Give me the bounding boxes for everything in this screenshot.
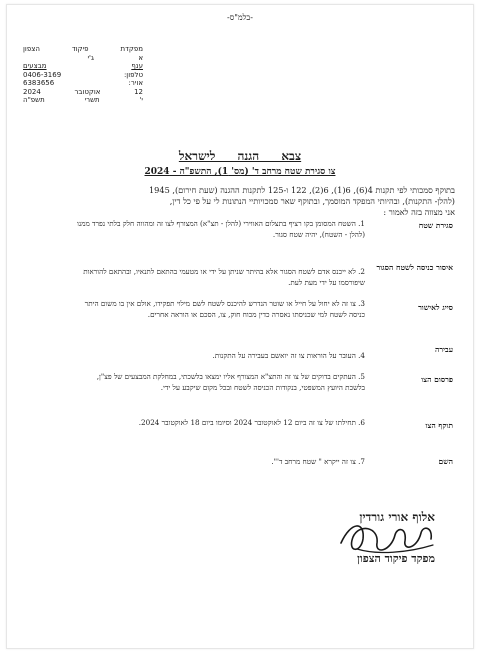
preamble-line-3: אני מצווה בזה לאמור : [383,207,455,217]
section-text-publication: 5. העתקים בדוקים של צו זה והתצ"א המצורף אליו ימצאו בלשכתי, במחלקת המבצעים של פצ"ן, בלשכת היועץ המשפטי, בנקודות הכניסה לשטח ובכל מקום שיקבע על ידי. [96,372,365,392]
order-title: צו סגירת שטח מרחב ד' (מס' 1), התשפ"ה - 2024 [144,167,336,177]
section-heading-validity: תוקף הצו [425,421,453,430]
section-heading-publication: פרסום הצו [421,375,453,384]
header-block [23,45,143,105]
header-row-date: 12 אוקטובר 2024 [23,87,143,96]
section-heading-exception: סייג לאישור [418,303,453,312]
section-heading-name: השם [438,457,453,466]
section-text-exception: 3. צו זה לא יחול על חייל או שוטר הנדרש להיכנס לשטח לשם מילוי תפקידו, אולם אין בו משום היתר כניסה לשטח למי שכניסתו נאסרה כדין מכוח חוק, צו, הסכם או הוראה אחרים. [84,299,365,319]
header-row-section: ענף מבצעים [23,62,143,70]
preamble-line-2: (להלן- התקנות), ובהיותי המפקד המוסמך, ובתוקף שאר סמכויותיי הנתונות לי על פי כל דין, [169,196,455,206]
header-row-hebrew-date: י' תשרי תשפ"ה [23,96,143,104]
document-page [6,4,474,649]
section-text-closure: 1. השטח המסומן בקו רציף בתצלום האווירי (להלן - תצ"א) המצורף לצו זה ומהווה חלק בלתי נפרד ממנו (להלן - השטח), יהיה שטח סגור. [77,219,365,239]
section-text-entry-ban: 2. לא ייכנס אדם לשטח הסגור אלא בהיתר שניתן על ידי או מטעמי בהתאם לתנאיו, ובהתאם להוראות שיפורסמו על ידי מעת לעת. [83,267,365,287]
section-text-validity: 6. תחילתו של צו זה ביום 12 לאוקטובר 2024 וסיומו ביום 18 לאוקטובר 2024. [138,418,365,427]
signatory-title: מפקד פיקוד הצפון [357,552,435,565]
section-heading-entry-ban: איסור כניסה לשטח הסגור [376,263,453,272]
header-row-phone: טלפון: 0406-3169 [23,70,143,79]
section-text-name: 7. צו זה ייקרא " שטח מרחב ד'". [271,457,365,466]
header-row-air: אויר: 6383656 [23,79,143,87]
section-heading-closure: סגירת שטח [418,221,453,230]
preamble-line-1: בתוקף סמכותי לפי תקנות 4(6), 6(1), 6(2), 122 ו-125 לתקנות ההגנה (שעת חירום), 1945 [148,185,455,195]
header-row-branch: א ג'י [87,53,143,62]
header-row-unit: מפקדת פיקוד הצפון [23,45,143,53]
section-heading-offense: עבירה [434,345,453,354]
section-text-offense: 4. העובר על הוראות צו זה יואשם בעבירה על התקנות. [212,351,365,360]
signatory-name: אלוף אורי גורדין [359,510,435,524]
classification-marking: -בלמ"ס- [227,13,253,22]
idf-title: צבא הגנה לישראל [178,149,302,163]
